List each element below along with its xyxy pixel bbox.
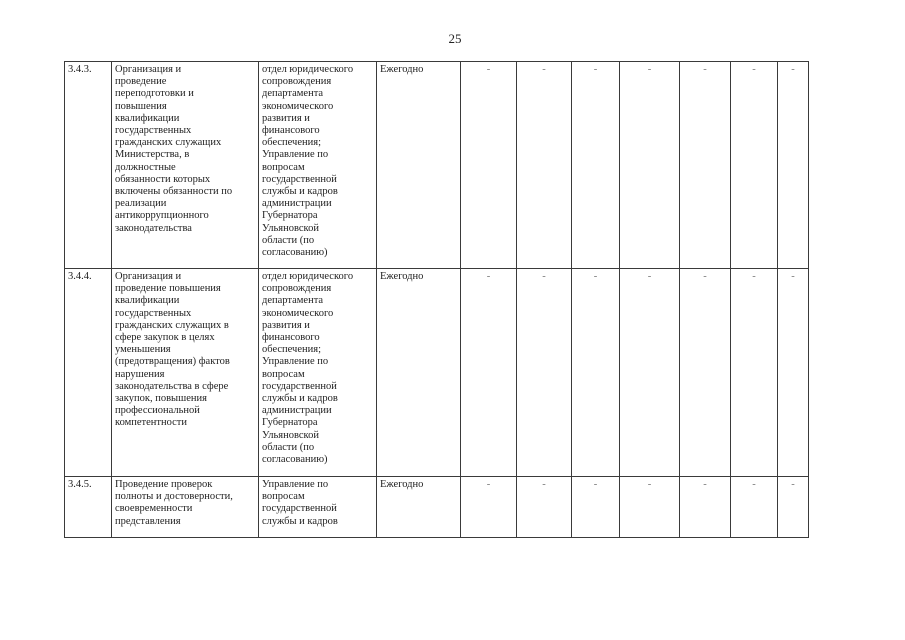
measure-text: Организация и проведение повышения квалификации государственных гражданских служащих в сфере закупок в целях уменьшения (предотвращения) фактов нарушения законодательства в сфере закупок, повышения профессиональной компетентности <box>112 269 259 477</box>
value-cell: - <box>517 62 572 269</box>
value-cell: - <box>680 62 731 269</box>
row-number: 3.4.4. <box>65 269 112 477</box>
page-number: 25 <box>448 31 462 46</box>
value-cell: - <box>680 477 731 538</box>
period-cell: Ежегодно <box>377 477 461 538</box>
measure-text: Проведение проверок полноты и достоверности, своевременности представления <box>112 477 259 538</box>
value-cell: - <box>731 269 778 477</box>
value-cell: - <box>461 62 517 269</box>
executor-text: Управление по вопросам государственной службы и кадров <box>259 477 377 538</box>
value-cell: - <box>517 477 572 538</box>
row-number: 3.4.3. <box>65 62 112 269</box>
executor-text: отдел юридического сопровождения департамента экономического развития и финансового обеспечения; Управление по вопросам государственной службы и кадров администрации Губернатора Ульяновской области (по согласованию) <box>259 269 377 477</box>
table-row <box>65 62 809 269</box>
value-cell: - <box>680 269 731 477</box>
value-cell: - <box>731 477 778 538</box>
value-cell: - <box>731 62 778 269</box>
table-row <box>65 477 809 538</box>
period-cell: Ежегодно <box>377 269 461 477</box>
value-cell: - <box>461 477 517 538</box>
value-cell: - <box>572 62 620 269</box>
value-cell: - <box>778 62 809 269</box>
executor-text: отдел юридического сопровождения департамента экономического развития и финансового обеспечения; Управление по вопросам государственной службы и кадров администрации Губернатора Ульяновской области (по согласованию) <box>259 62 377 269</box>
value-cell: - <box>620 62 680 269</box>
value-cell: - <box>778 477 809 538</box>
value-cell: - <box>517 269 572 477</box>
row-number: 3.4.5. <box>65 477 112 538</box>
value-cell: - <box>461 269 517 477</box>
table-row <box>65 269 809 477</box>
measures-table <box>64 61 809 538</box>
value-cell: - <box>620 477 680 538</box>
value-cell: - <box>778 269 809 477</box>
value-cell: - <box>572 269 620 477</box>
period-cell: Ежегодно <box>377 62 461 269</box>
value-cell: - <box>620 269 680 477</box>
value-cell: - <box>572 477 620 538</box>
measure-text: Организация и проведение переподготовки и повышения квалификации государственных гражданских служащих Министерства, в должностные обязанности которых включены обязанности по реализации антикоррупционного законодательства <box>112 62 259 269</box>
